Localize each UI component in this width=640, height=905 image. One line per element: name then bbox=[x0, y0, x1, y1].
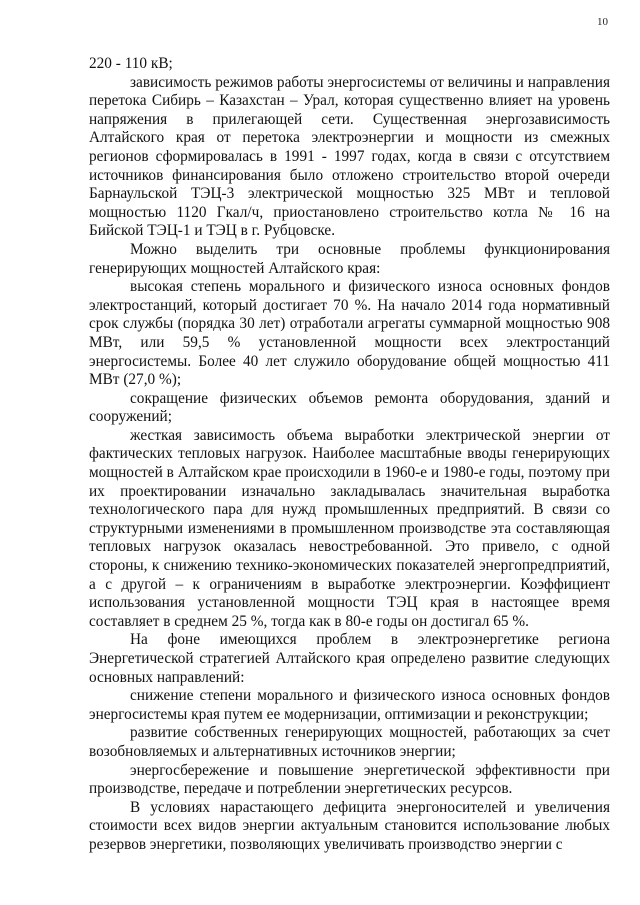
paragraph-renewables: развитие собственных генерирующих мощностей, работающих за счет возобновляемых и альтернативных источников энергии; bbox=[89, 724, 610, 760]
paragraph-repair-reduction: сокращение физических объемов ремонта оборудования, зданий и сооружений; bbox=[89, 389, 610, 426]
paragraph-heat-load-dependence: жесткая зависимость объема выработки электрической энергии от фактических тепловых нагрузок. Наиболее масштабные вводы генерирующих мощностей в Алтайском крае происходили в 1960-е и 1980-е годы, поэтому при их проектировании изначально закладывалась значительная выработка технологического пара для нужд промышленных предприятий. В связи со структурными изменениями в промышленном производстве эта составляющая тепловых нагрузок оказалась невостребованной. Это привело, с одной стороны, к снижению технико-экономических показателей энергопредприятий, а с другой – к ограничениям в выработке электроэнергии. Коэффициент использования установленной мощности ТЭЦ края в настоящее время составляет в среднем 25 %, тогда как в 80-е годы он достигал 65 %. bbox=[89, 426, 610, 630]
paragraph-energy-reserves: В условиях нарастающего дефицита энергоносителей и увеличения стоимости всех видов энергии актуальным становится использование любых резервов энергетики, позволяющих увеличивать производство энергии с bbox=[89, 798, 610, 853]
paragraph-wear-reduction: снижение степени морального и физического износа основных фондов энергосистемы края путем ее модернизации, оптимизации и реконструкции; bbox=[89, 687, 610, 723]
document-body bbox=[89, 55, 610, 855]
paragraph-equipment-wear: высокая степень морального и физического износа основных фондов электростанций, который достигает 70 %. На начало 2014 года нормативный срок службы (порядка 30 лет) отработали агрегаты суммарной мощностью 908 МВт, или 59,5 % установленной мощности всех электростанций энергосистемы. Более 40 лет служило оборудование общей мощностью 411 МВт (27,0 %); bbox=[89, 278, 610, 389]
paragraph-flow-dependence: зависимость режимов работы энергосистемы от величины и направления перетока Сибирь – Казахстан – Урал, которая существенно влияет на уровень напряжения в прилегающей сети. Существенная энергозависимость Алтайского края от перетока электроэнергии и мощности из смежных регионов сформировалась в 1991 - 1997 годах, когда в связи с отсутствием источников финансирования было отложено строительство второй очереди Барнаульской ТЭЦ-3 электрической мощностью 325 МВт и тепловой мощностью 1120 Гкал/ч, приостановлено строительство котла № 16 на Бийской ТЭЦ-1 и ТЭЦ в г. Рубцовске. bbox=[89, 73, 610, 240]
paragraph-voltage-line: 220 - 110 кВ; bbox=[89, 55, 173, 72]
page-number: 10 bbox=[597, 16, 608, 28]
paragraph-strategy-intro: На фоне имеющихся проблем в электроэнергетике региона Энергетической стратегией Алтайского края определено развитие следующих основных направлений: bbox=[89, 631, 610, 686]
paragraph-energy-saving: энергосбережение и повышение энергетической эффективности при производстве, передаче и потреблении энергетических ресурсов. bbox=[89, 761, 610, 798]
paragraph-problems-intro: Можно выделить три основные проблемы функционирования генерирующих мощностей Алтайского края: bbox=[89, 240, 610, 277]
